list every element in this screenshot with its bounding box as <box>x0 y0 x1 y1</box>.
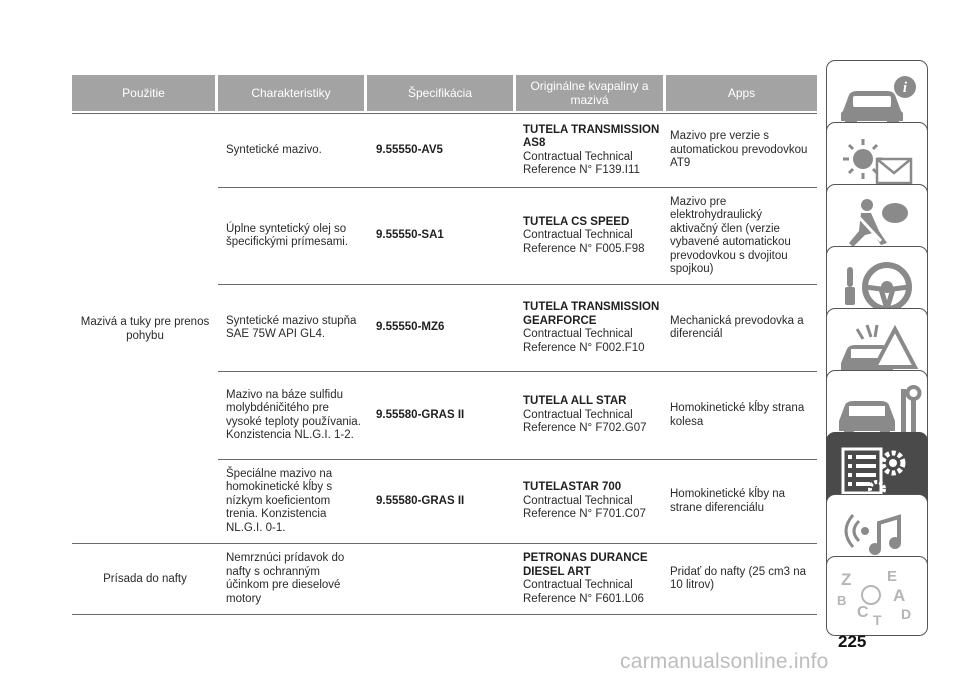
fluid-reference: Contractual Technical Reference N° F002.F10 <box>523 328 645 354</box>
index-letter: C <box>857 604 869 621</box>
fluid-name: TUTELA TRANSMISSION GEARFORCE <box>523 301 660 327</box>
characteristics-cell: Špeciálne mazivo na homokinetické kĺby s nízkym koeficientom trenia. Konzistencia NL.G.I. 0-1. <box>226 467 333 534</box>
table-row <box>218 114 817 187</box>
characteristics-cell: Syntetické mazivo stupňa SAE 75W API GL4. <box>226 314 357 340</box>
fluid-reference: Contractual Technical Reference N° F702.G07 <box>523 408 647 435</box>
watermark: carmanualsonline.info <box>620 650 829 673</box>
usage-cell: Prísada do nafty <box>103 573 187 585</box>
fluid-name: TUTELA ALL STAR <box>523 395 627 408</box>
svg-text:i: i <box>902 80 908 96</box>
table-body <box>72 113 817 615</box>
original-fluid-cell <box>517 552 666 606</box>
specification-cell: 9.55550-AV5 <box>376 143 443 156</box>
fluid-reference: Contractual Technical Reference N° F005.F98 <box>523 229 645 255</box>
page-number: 225 <box>838 632 867 651</box>
apps-cell: Mechanická prevodovka a diferenciál <box>670 314 804 340</box>
table-group-diesel-additive <box>72 544 817 615</box>
specification-cell: 9.55550-SA1 <box>376 229 444 242</box>
index-letter: E <box>887 568 898 585</box>
apps-cell: Mazivo pre elektrohydraulický aktivačný člen (verzie vybavené automatickou prevodovkou s dvojitou spojkou) <box>670 195 791 275</box>
tab-index[interactable] <box>826 556 928 636</box>
fluid-name: TUTELASTAR 700 <box>523 481 622 494</box>
fluid-reference: Contractual Technical Reference N° F701.C07 <box>523 494 646 521</box>
header-original-fluids: Originálne kvapaliny a mazivá <box>516 75 663 111</box>
specification-cell: 9.55580-GRAS II <box>376 494 465 507</box>
table-row <box>218 544 817 614</box>
header-apps: Apps <box>666 75 817 111</box>
group-rows <box>218 114 817 543</box>
table-row <box>218 371 817 459</box>
fluid-reference: Contractual Technical Reference N° F139.I11 <box>523 150 640 176</box>
alphabetical-index-icon <box>831 563 923 629</box>
table-group-lubricants <box>72 113 817 544</box>
index-letter: A <box>893 586 906 605</box>
header-usage: Použitie <box>72 75 215 111</box>
specification-cell: 9.55550-MZ6 <box>376 321 445 334</box>
index-letter: Z <box>841 570 852 589</box>
header-specification: Špecifikácia <box>367 75 513 111</box>
original-fluid-cell <box>517 216 666 257</box>
fluid-name: PETRONAS DURANCE DIESEL ART <box>523 552 648 578</box>
usage-cell: Mazivá a tuky pre prenos pohybu <box>80 315 210 342</box>
characteristics-cell: Úplne syntetický olej so špecifickými prímesami. <box>226 222 349 248</box>
fluid-name: TUTELA TRANSMISSION AS8 <box>523 123 660 149</box>
apps-cell: Homokinetické kĺby na strane diferenciálu <box>670 488 786 514</box>
group-rows <box>218 544 817 614</box>
specification-cell: 9.55580-GRAS II <box>376 408 465 421</box>
header-characteristics: Charakteristiky <box>218 75 364 111</box>
index-letter: D <box>901 606 912 622</box>
fluid-name: TUTELA CS SPEED <box>523 215 630 228</box>
index-letter: B <box>837 593 847 608</box>
characteristics-cell: Nemrznúci prídavok do nafty s ochranným účinkom pre dieselové motory <box>226 552 345 605</box>
apps-cell: Mazivo pre verzie s automatickou prevodovkou AT9 <box>670 130 808 170</box>
characteristics-cell: Syntetické mazivo. <box>226 143 322 156</box>
original-fluid-cell <box>517 481 666 522</box>
table-row <box>218 459 817 543</box>
fluid-reference: Contractual Technical Reference N° F601.L06 <box>523 579 644 605</box>
table-row <box>218 187 817 284</box>
fluids-table <box>72 75 817 615</box>
apps-cell: Homokinetické kĺby strana kolesa <box>670 402 805 428</box>
table-row <box>218 284 817 371</box>
apps-cell: Pridať do nafty (25 cm3 na 10 litrov) <box>670 565 806 591</box>
original-fluid-cell <box>517 395 666 436</box>
index-letter: T <box>873 612 882 628</box>
original-fluid-cell <box>517 301 666 355</box>
original-fluid-cell <box>517 124 666 178</box>
characteristics-cell: Mazivo na báze sulfidu molybdéničitého pre vysoké teploty používania. Konzistencia NL.G.I. 1-2. <box>226 388 361 441</box>
table-header <box>72 75 817 111</box>
